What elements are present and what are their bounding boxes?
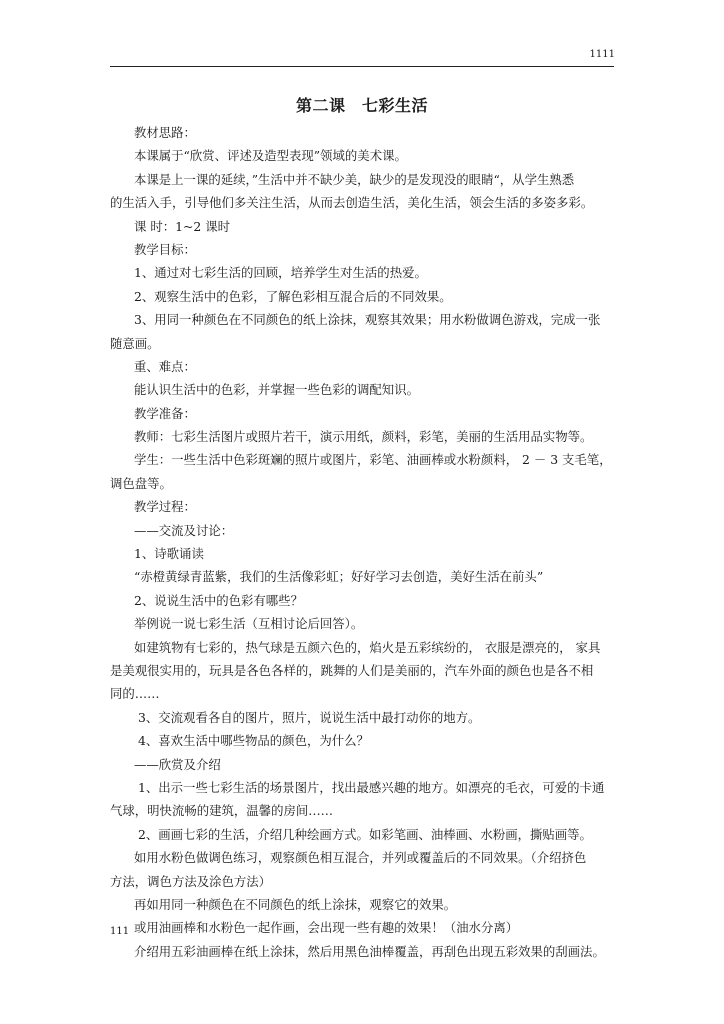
text-line: “赤橙黄绿青蓝紫，我们的生活像彩虹；好好学习去创造，美好生活在前头” bbox=[134, 569, 544, 585]
text-line: 重、难点： bbox=[134, 358, 196, 374]
text-line: 1、通过对七彩生活的回顾，培养学生对生活的热爱。 bbox=[134, 265, 427, 281]
text-line: 学生：一些生活中色彩斑斓的照片或图片，彩笔、油画棒或水粉颜料， 2 － 3 支毛笔， bbox=[134, 452, 612, 468]
text-line: 举例说一说七彩生活（互相讨论后回答）。 bbox=[134, 616, 364, 632]
text-line: 如用水粉色做调色练习，观察颜色相互混合，并列或覆盖后的不同效果。（介绍挤色 bbox=[134, 850, 587, 866]
text-line: 随意画。 bbox=[110, 335, 160, 351]
lesson-title: 第二课 七彩生活 bbox=[295, 96, 428, 115]
text-line: 2、说说生活中的色彩有哪些？ bbox=[134, 592, 303, 608]
text-line: 再如用同一种颜色在不同颜色的纸上涂抹，观察它的效果。 bbox=[134, 896, 457, 912]
header-page-number: 1111 bbox=[589, 49, 615, 60]
text-line: 方法，调色方法及涂色方法） bbox=[110, 873, 272, 889]
text-line: 能认识生活中的色彩，并掌握一些色彩的调配知识。 bbox=[134, 382, 419, 398]
text-line: 教学目标： bbox=[134, 241, 196, 257]
text-line: 4、喜欢生活中哪些物品的颜色，为什么？ bbox=[138, 733, 369, 749]
text-line: 2、观察生活中的色彩，了解色彩相互混合后的不同效果。 bbox=[134, 288, 452, 304]
text-line: 的生活入手，引导他们多关注生活，从而去创造生活，美化生活，领会生活的多姿多彩。 bbox=[110, 195, 594, 211]
text-line: 教学准备： bbox=[134, 405, 196, 421]
text-line: 介绍用五彩油画棒在纸上涂抹，然后用黑色油棒覆盖，再刮色出现五彩效果的刮画法。 bbox=[134, 943, 605, 959]
text-line: 本课是上一课的延续，”生活中并不缺少美，缺少的是发现没的眼睛“，从学生熟悉 bbox=[134, 171, 575, 187]
text-line: 教师：七彩生活图片或照片若干，演示用纸，颜料，彩笔，美丽的生活用品实物等。 bbox=[134, 429, 593, 445]
text-line: 如建筑物有七彩的，热气球是五颜六色的，焰火是五彩缤纷的， 衣服是漂亮的， 家具 bbox=[134, 639, 601, 655]
text-line: ——欣赏及介绍 bbox=[134, 756, 221, 772]
text-line: 1、出示一些七彩生活的场景图片，找出最感兴趣的地方。如漂亮的毛衣，可爱的卡通 bbox=[138, 779, 605, 795]
footer-page-number: 111 bbox=[110, 926, 130, 937]
text-line: 本课属于“欣赏、评述及造型表现”领域的美术课。 bbox=[134, 148, 407, 164]
text-line: 课 时：1~2 课时 bbox=[134, 218, 230, 234]
text-line: 3、用同一种颜色在不同颜色的纸上涂抹，观察其效果；用水粉做调色游戏，完成一张 bbox=[134, 312, 601, 328]
text-line: 教材思路： bbox=[134, 125, 196, 140]
text-line: 2、画画七彩的生活，介绍几种绘画方式。如彩笔画、油棒画、水粉画，撕贴画等。 bbox=[138, 826, 592, 842]
header-rule bbox=[110, 66, 614, 67]
text-line: 或用油画棒和水粉色一起作画，会出现一些有趣的效果！（油水分离） bbox=[134, 920, 519, 936]
text-line: 教学过程： bbox=[134, 499, 196, 515]
text-line: 1、诗歌诵读 bbox=[134, 546, 204, 562]
text-line: 同的…… bbox=[110, 686, 160, 702]
text-line: 是美观很实用的，玩具是各色各样的，跳舞的人们是美丽的，汽车外面的颜色也是各不相 bbox=[110, 662, 594, 678]
document-body bbox=[110, 121, 614, 963]
text-line: 3、交流观看各自的图片，照片，说说生活中最打动你的地方。 bbox=[138, 709, 481, 725]
text-line: 气球，明快流畅的建筑，温馨的房间…… bbox=[110, 803, 334, 819]
text-line: ——交流及讨论： bbox=[134, 522, 234, 538]
text-line: 调色盘等。 bbox=[110, 475, 172, 491]
